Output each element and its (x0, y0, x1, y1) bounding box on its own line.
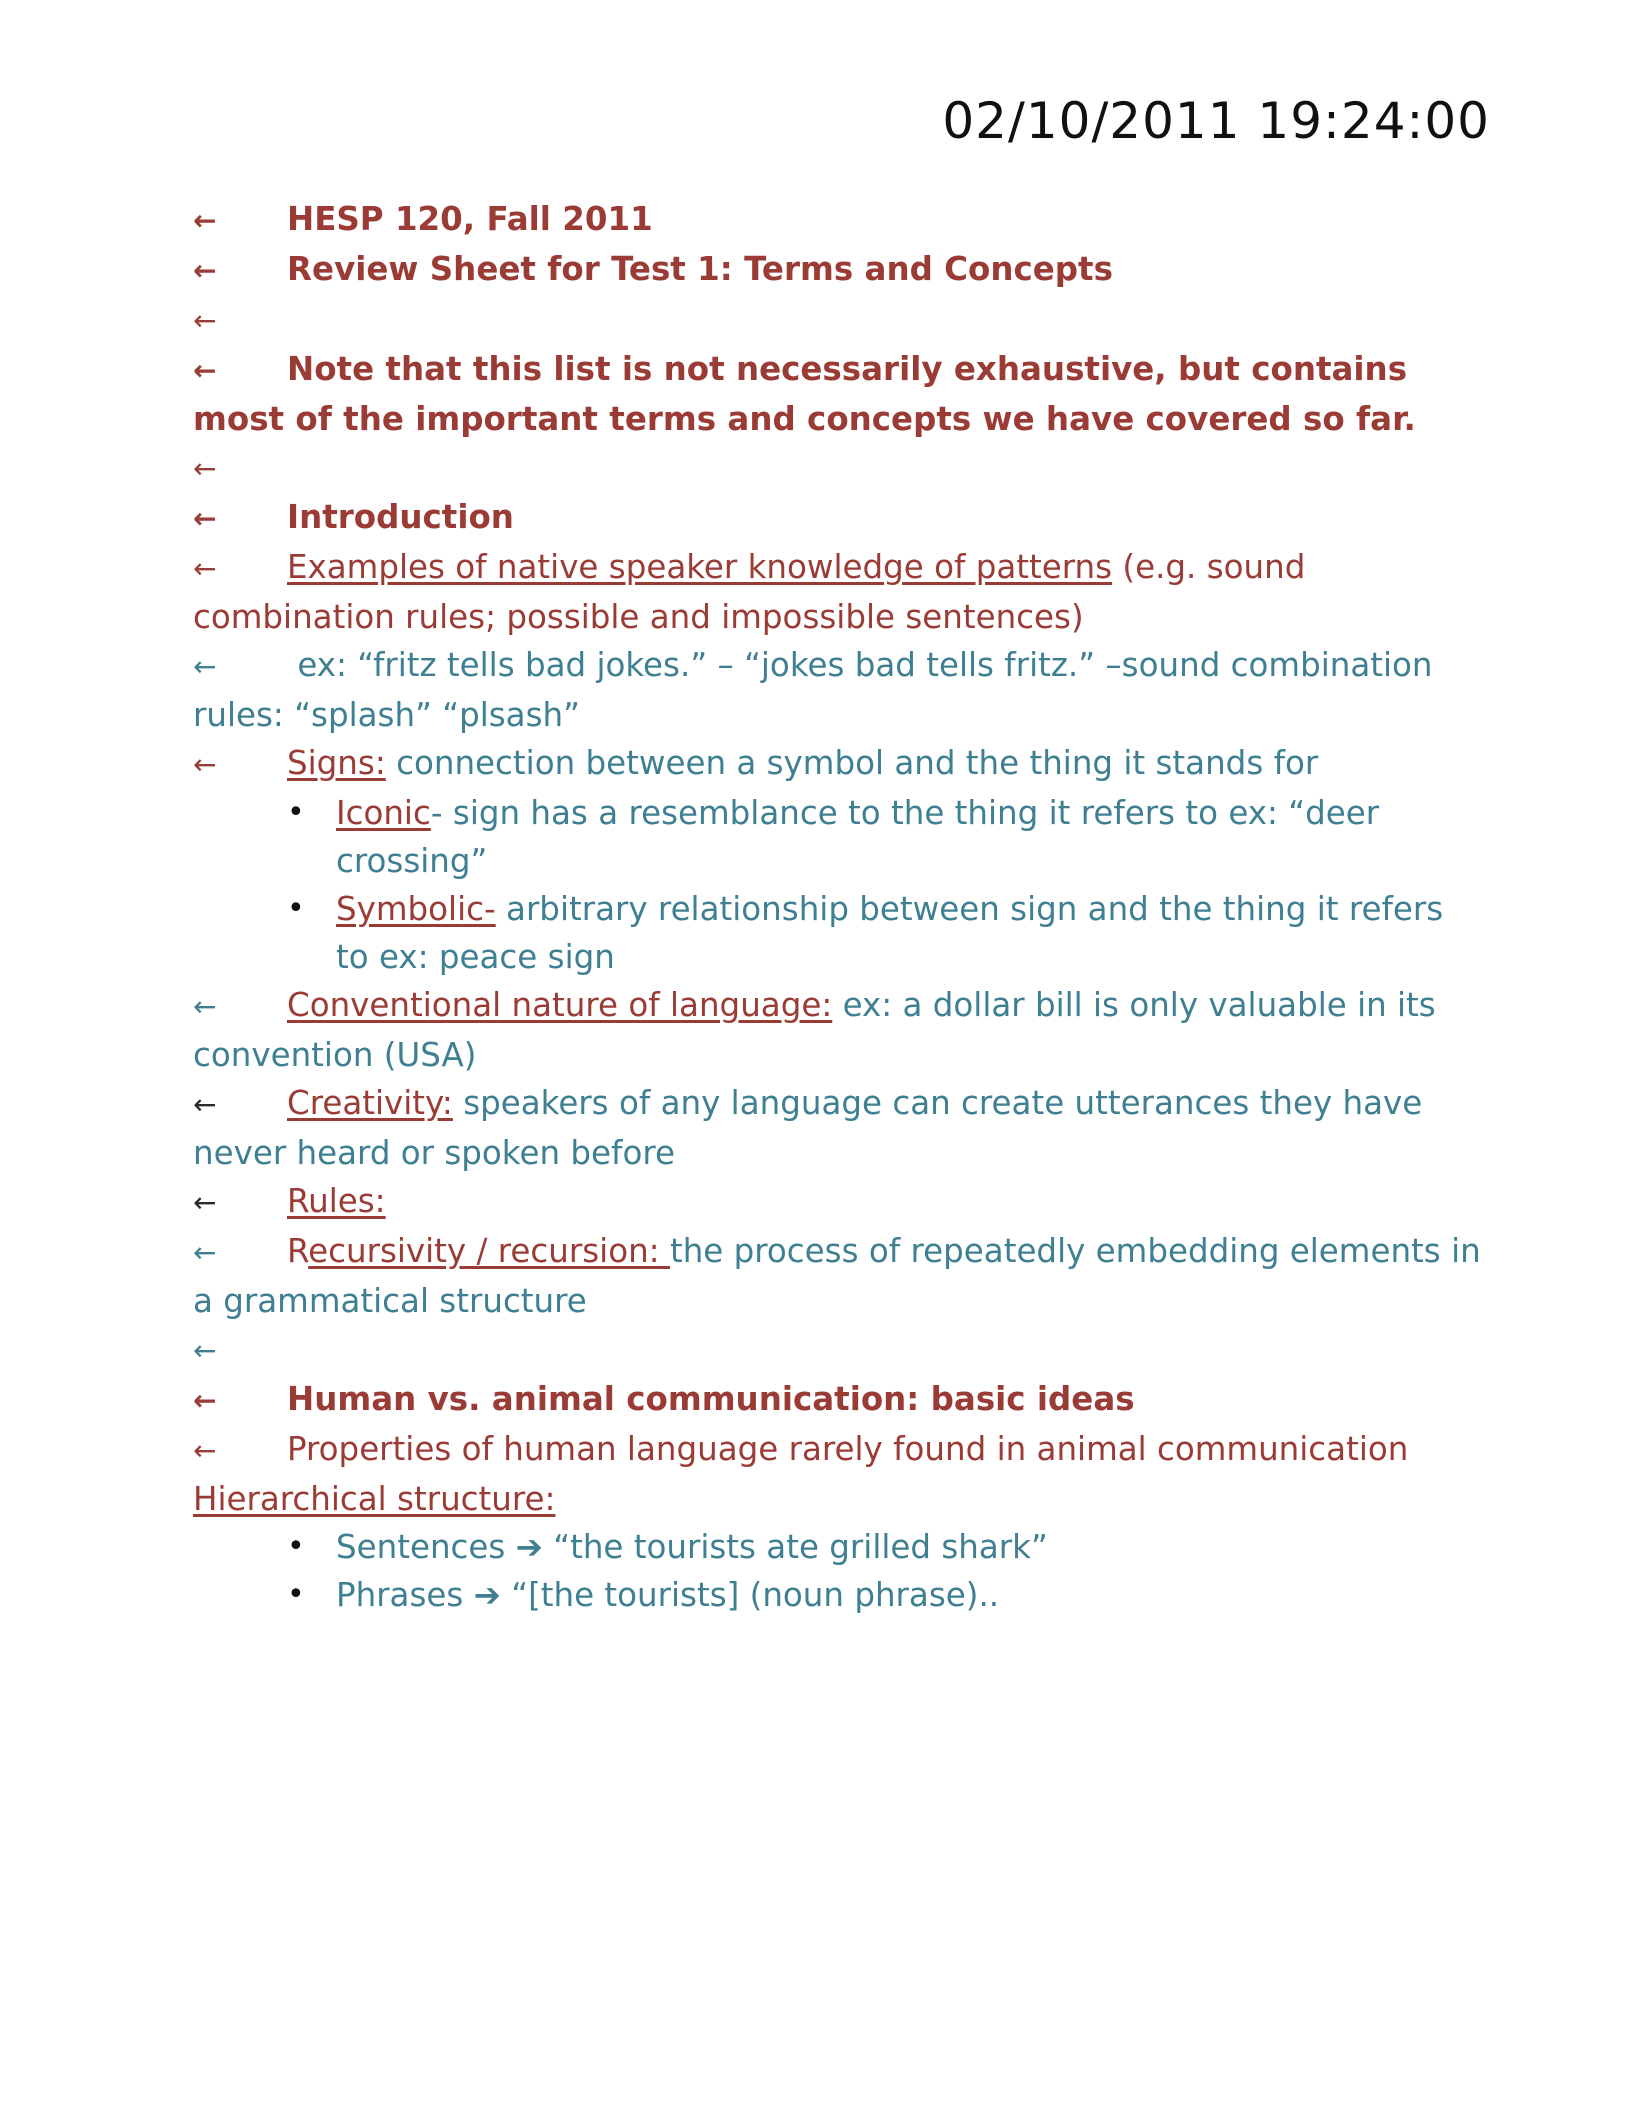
examples-paragraph (193, 543, 1483, 641)
human-animal-heading: Human vs. animal communication: basic ideas (287, 1380, 1135, 1418)
example-sentence-paragraph (193, 641, 1483, 739)
return-arrow-icon: ← (193, 1186, 217, 1219)
symbolic-term: Symbolic- (336, 890, 496, 928)
empty-line (193, 1325, 1483, 1375)
signs-term: Signs: (287, 744, 386, 782)
creativity-description: speakers of any language can create utterances they have never heard or spoken before (193, 1084, 1423, 1172)
bullet-icon: • (287, 1577, 305, 1612)
return-arrow-icon: ← (193, 304, 217, 337)
conventional-paragraph (193, 981, 1483, 1079)
return-arrow-icon: ← (193, 452, 217, 485)
creativity-paragraph (193, 1079, 1483, 1177)
hierarchical-term: Hierarchical structure: (193, 1480, 556, 1518)
document-body (193, 195, 1483, 1619)
phrases-text: Phrases ➔ “[the tourists] (noun phrase).. (336, 1576, 1000, 1614)
note-text: Note that this list is not necessarily exhaustive, but contains most of the important terms and concepts we have covered so far. (193, 350, 1416, 438)
return-arrow-icon: ← (193, 1236, 217, 1269)
return-arrow-icon: ← (193, 1334, 217, 1367)
examples-term: Examples of native speaker knowledge of patterns (287, 548, 1113, 586)
recursivity-paragraph (193, 1227, 1483, 1325)
note-paragraph (193, 345, 1483, 443)
bullet-icon: • (287, 795, 305, 830)
review-title: Review Sheet for Test 1: Terms and Concepts (287, 250, 1113, 288)
empty-line (193, 443, 1483, 493)
introduction-heading-line (193, 493, 1483, 543)
return-arrow-icon: ← (193, 254, 217, 287)
properties-paragraph (193, 1425, 1483, 1475)
empty-line (193, 295, 1483, 345)
symbolic-description: arbitrary relationship between sign and the thing it refers to ex: peace sign (336, 890, 1444, 976)
bullet-icon: • (287, 1529, 305, 1564)
review-title-line (193, 245, 1483, 295)
timestamp: 02/10/2011 19:24:00 (942, 92, 1490, 150)
return-arrow-icon: ← (193, 1434, 217, 1467)
return-arrow-icon: ← (193, 748, 217, 781)
rules-term: Rules: (287, 1182, 386, 1220)
return-arrow-icon: ← (193, 204, 217, 237)
signs-description: connection between a symbol and the thing it stands for (385, 744, 1319, 782)
course-title: HESP 120, Fall 2011 (287, 200, 653, 238)
return-arrow-icon: ← (193, 990, 217, 1023)
list-item-iconic (287, 789, 1483, 885)
return-arrow-icon: ← (193, 1088, 217, 1121)
course-title-line (193, 195, 1483, 245)
hierarchical-line (193, 1475, 1483, 1523)
recursivity-initial: R (287, 1232, 309, 1270)
sentences-text: Sentences ➔ “the tourists ate grilled shark” (336, 1528, 1048, 1566)
bullet-icon: • (287, 891, 305, 926)
signs-paragraph (193, 739, 1483, 789)
conventional-term: Conventional nature of language: (287, 986, 833, 1024)
example-sentence: ex: “fritz tells bad jokes.” – “jokes bad tells fritz.” –sound combination rules: “splash” “plsash” (193, 646, 1433, 734)
properties-text: Properties of human language rarely found in animal communication (287, 1430, 1409, 1468)
return-arrow-icon: ← (193, 354, 217, 387)
iconic-term: Iconic (336, 794, 431, 832)
return-arrow-icon: ← (193, 552, 217, 585)
rules-paragraph (193, 1177, 1483, 1227)
signs-bullet-list (193, 789, 1483, 981)
introduction-heading: Introduction (287, 498, 514, 536)
return-arrow-icon: ← (193, 650, 217, 683)
hierarchy-bullet-list (193, 1523, 1483, 1619)
iconic-description: - sign has a resemblance to the thing it refers to ex: “deer crossing” (336, 794, 1380, 880)
list-item-phrases (287, 1571, 1483, 1619)
return-arrow-icon: ← (193, 1384, 217, 1417)
creativity-term: Creativity: (287, 1084, 453, 1122)
recursivity-description: the process of repeatedly embedding elements in a grammatical structure (193, 1232, 1481, 1320)
examples-description: (e.g. sound combination rules; possible and impossible sentences) (193, 548, 1306, 636)
list-item-sentences (287, 1523, 1483, 1571)
recursivity-term: ecursivity / recursion: (308, 1232, 670, 1270)
human-animal-heading-line (193, 1375, 1483, 1425)
list-item-symbolic (287, 885, 1483, 981)
conventional-description: ex: a dollar bill is only valuable in its convention (USA) (193, 986, 1436, 1074)
return-arrow-icon: ← (193, 502, 217, 535)
